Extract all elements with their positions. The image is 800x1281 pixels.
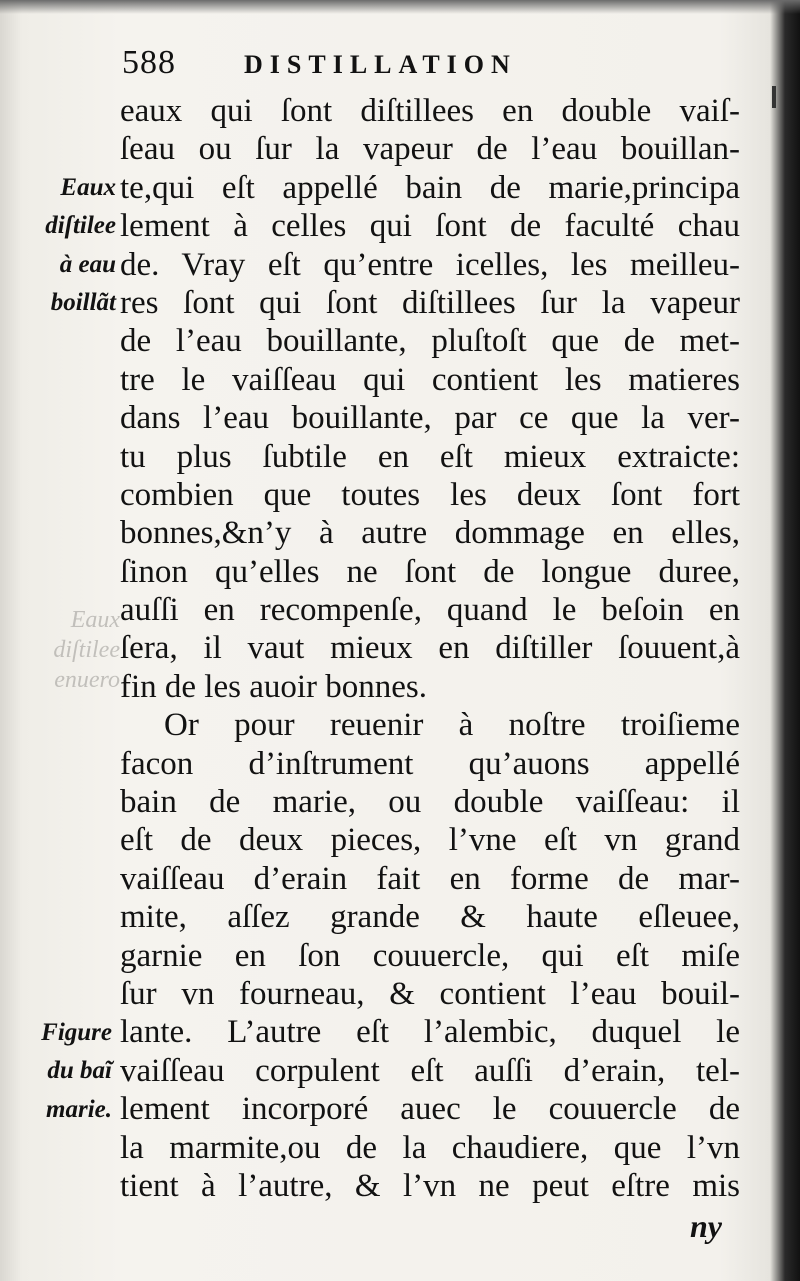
margin-note-line: diſtilee [45,212,116,240]
text-line: dans l’eau bouillante, par ce que la ver- [120,400,740,437]
text-line: res ſont qui ſont diſtillees ſur la vapeur [120,284,740,321]
margin-note-figure [2,1014,112,1129]
text-line: tu plus ſubtile en eſt mieux extraicte: [120,438,740,475]
show-through-line: enuero [54,667,120,693]
margin-note-line: du baĩ [47,1057,112,1085]
text-line: la marmite,ou de la chaudiere, que l’vn [120,1129,740,1166]
text-line: mite, aſſez grande & haute eſleuee, [120,899,740,936]
text-line: de. Vray eſt qu’entre icelles, les meilleu- [120,246,740,283]
margin-note-line: marie. [46,1095,112,1123]
text-line: bonnes,&n’y à autre dommage en elles, [120,515,740,552]
text-line: ſinon qu’elles ne ſont de longue duree, [120,553,740,590]
paragraph-end-line: fin de les auoir bonnes. [120,668,428,705]
page-header [122,44,742,88]
catchword: ny [690,1208,722,1244]
text-line: lement incorporé auec le couuercle de [120,1091,740,1128]
text-line: tient à l’autre, & l’vn ne peut eſtre mis [120,1167,740,1204]
text-line: lement à celles qui ſont de faculté chau [120,208,740,245]
binding-mark [772,86,776,108]
page-top-shadow [0,0,800,14]
text-line: ſeau ou ſur la vapeur de l’eau bouillan- [120,131,740,168]
text-line: de l’eau bouillante, pluſtoſt que de met- [120,323,740,360]
text-line: facon d’inſtrument qu’auons appellé [120,745,740,782]
text-line: te,qui eſt appellé bain de marie,principa [120,169,740,206]
text-line: garnie en ſon couuercle, qui eſt miſe [120,937,740,974]
running-title: DISTILLATION [244,50,517,79]
text-line: tre le vaiſſeau qui contient les matieres [120,361,740,398]
text-line: lante. L’autre eſt l’alembic, duquel le [120,1014,740,1051]
show-through-line: Eaux [70,607,120,633]
text-line: ſur vn fourneau, & contient l’eau bouil- [120,975,740,1012]
margin-note-line: Figure [41,1019,112,1046]
page-number: 588 [122,44,176,81]
margin-note-line: à eau [59,250,116,278]
margin-note-eaux-distilee [6,169,116,323]
margin-note-line: Eaux [60,174,116,201]
body-text [120,92,740,1205]
text-line: auſſi en recompenſe, quand le beſoin en [120,592,740,629]
paragraph-start-line: Or pour reuenir à noſtre troiſieme [164,707,740,744]
text-line: vaiſſeau d’erain fait en forme de mar- [120,860,740,897]
text-line: vaiſſeau corpulent eſt auſſi d’erain, tel- [120,1052,740,1089]
text-line: ſera, il vaut mieux en diſtiller ſouuent,à [120,630,740,667]
text-line: combien que toutes les deux ſont fort [120,476,740,513]
show-through-text [0,605,120,695]
text-line: eaux qui ſont diſtillees en double vaiſ- [120,93,740,129]
show-through-line: diſtilee [53,637,120,663]
text-line: eſt de deux pieces, l’vne eſt vn grand [120,822,740,859]
margin-note-line: boillãt [50,289,116,317]
text-line: bain de marie, ou double vaiſſeau: il [120,784,740,821]
